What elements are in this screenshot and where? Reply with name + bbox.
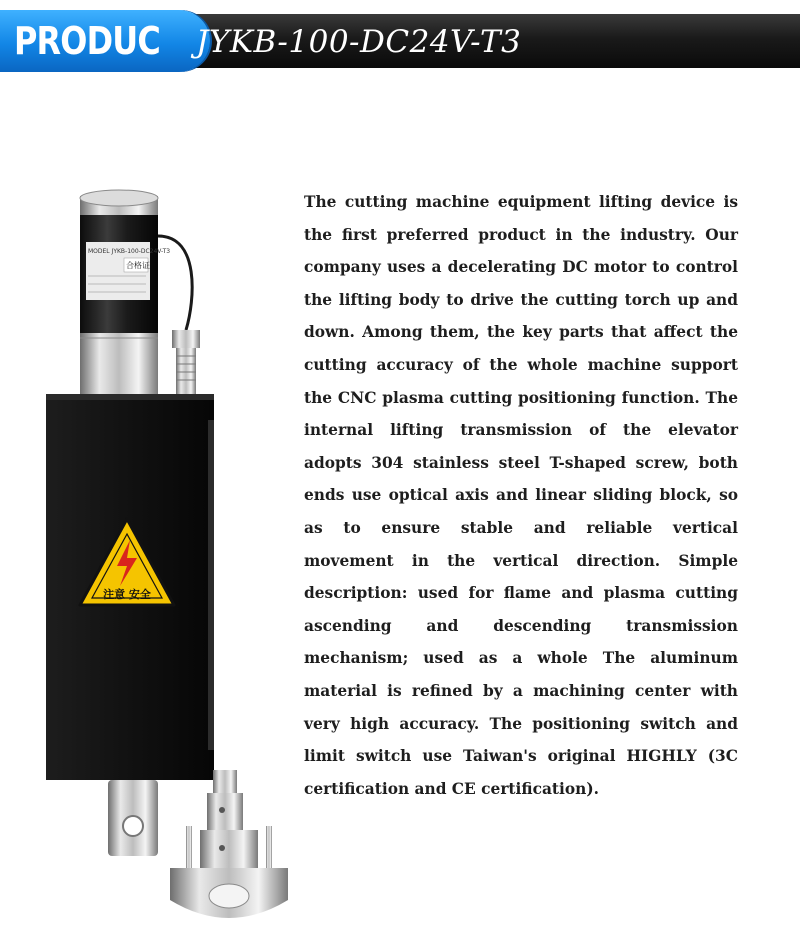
cable-connector: [172, 330, 200, 394]
motor-label-text: MODEL JYKB-100-DC24V-T3: [88, 248, 171, 255]
product-model: JYKB-100-DC24V-T3: [196, 24, 522, 60]
banner-label: PRODUC: [14, 19, 160, 63]
warning-text: 注意 安全: [103, 588, 151, 601]
gearbox-collar: [80, 333, 158, 395]
product-image: [0, 0, 300, 934]
product-description: The cutting machine equipment lifting device is the first preferred product in the industry. Our company uses a decelerating DC motor to control the lifting body to drive the cutting torch up and down. Among them, the key parts that affect the cutting accuracy of the whole machine support the CNC plasma cutting positioning function. The internal lifting transmission of the elevator adopts 304 stainless steel T-shaped screw, both ends use optical axis and linear sliding block, so as to ensure stable and reliable vertical movement in the vertical direction. Simple description: used for flame and plasma cutting ascending and descending transmission mechanism; used as a whole The aluminum material is refined by a machining center with very high accuracy. The positioning switch and limit switch use Taiwan's original HIGHLY (3C certification and CE certification).: [304, 193, 738, 798]
motor-label-badge: 合格证: [126, 261, 150, 270]
motor-body: [80, 215, 170, 333]
motor-cap: [80, 190, 158, 216]
torch-holder-clamp: [170, 770, 288, 918]
lift-rod: [108, 780, 158, 856]
